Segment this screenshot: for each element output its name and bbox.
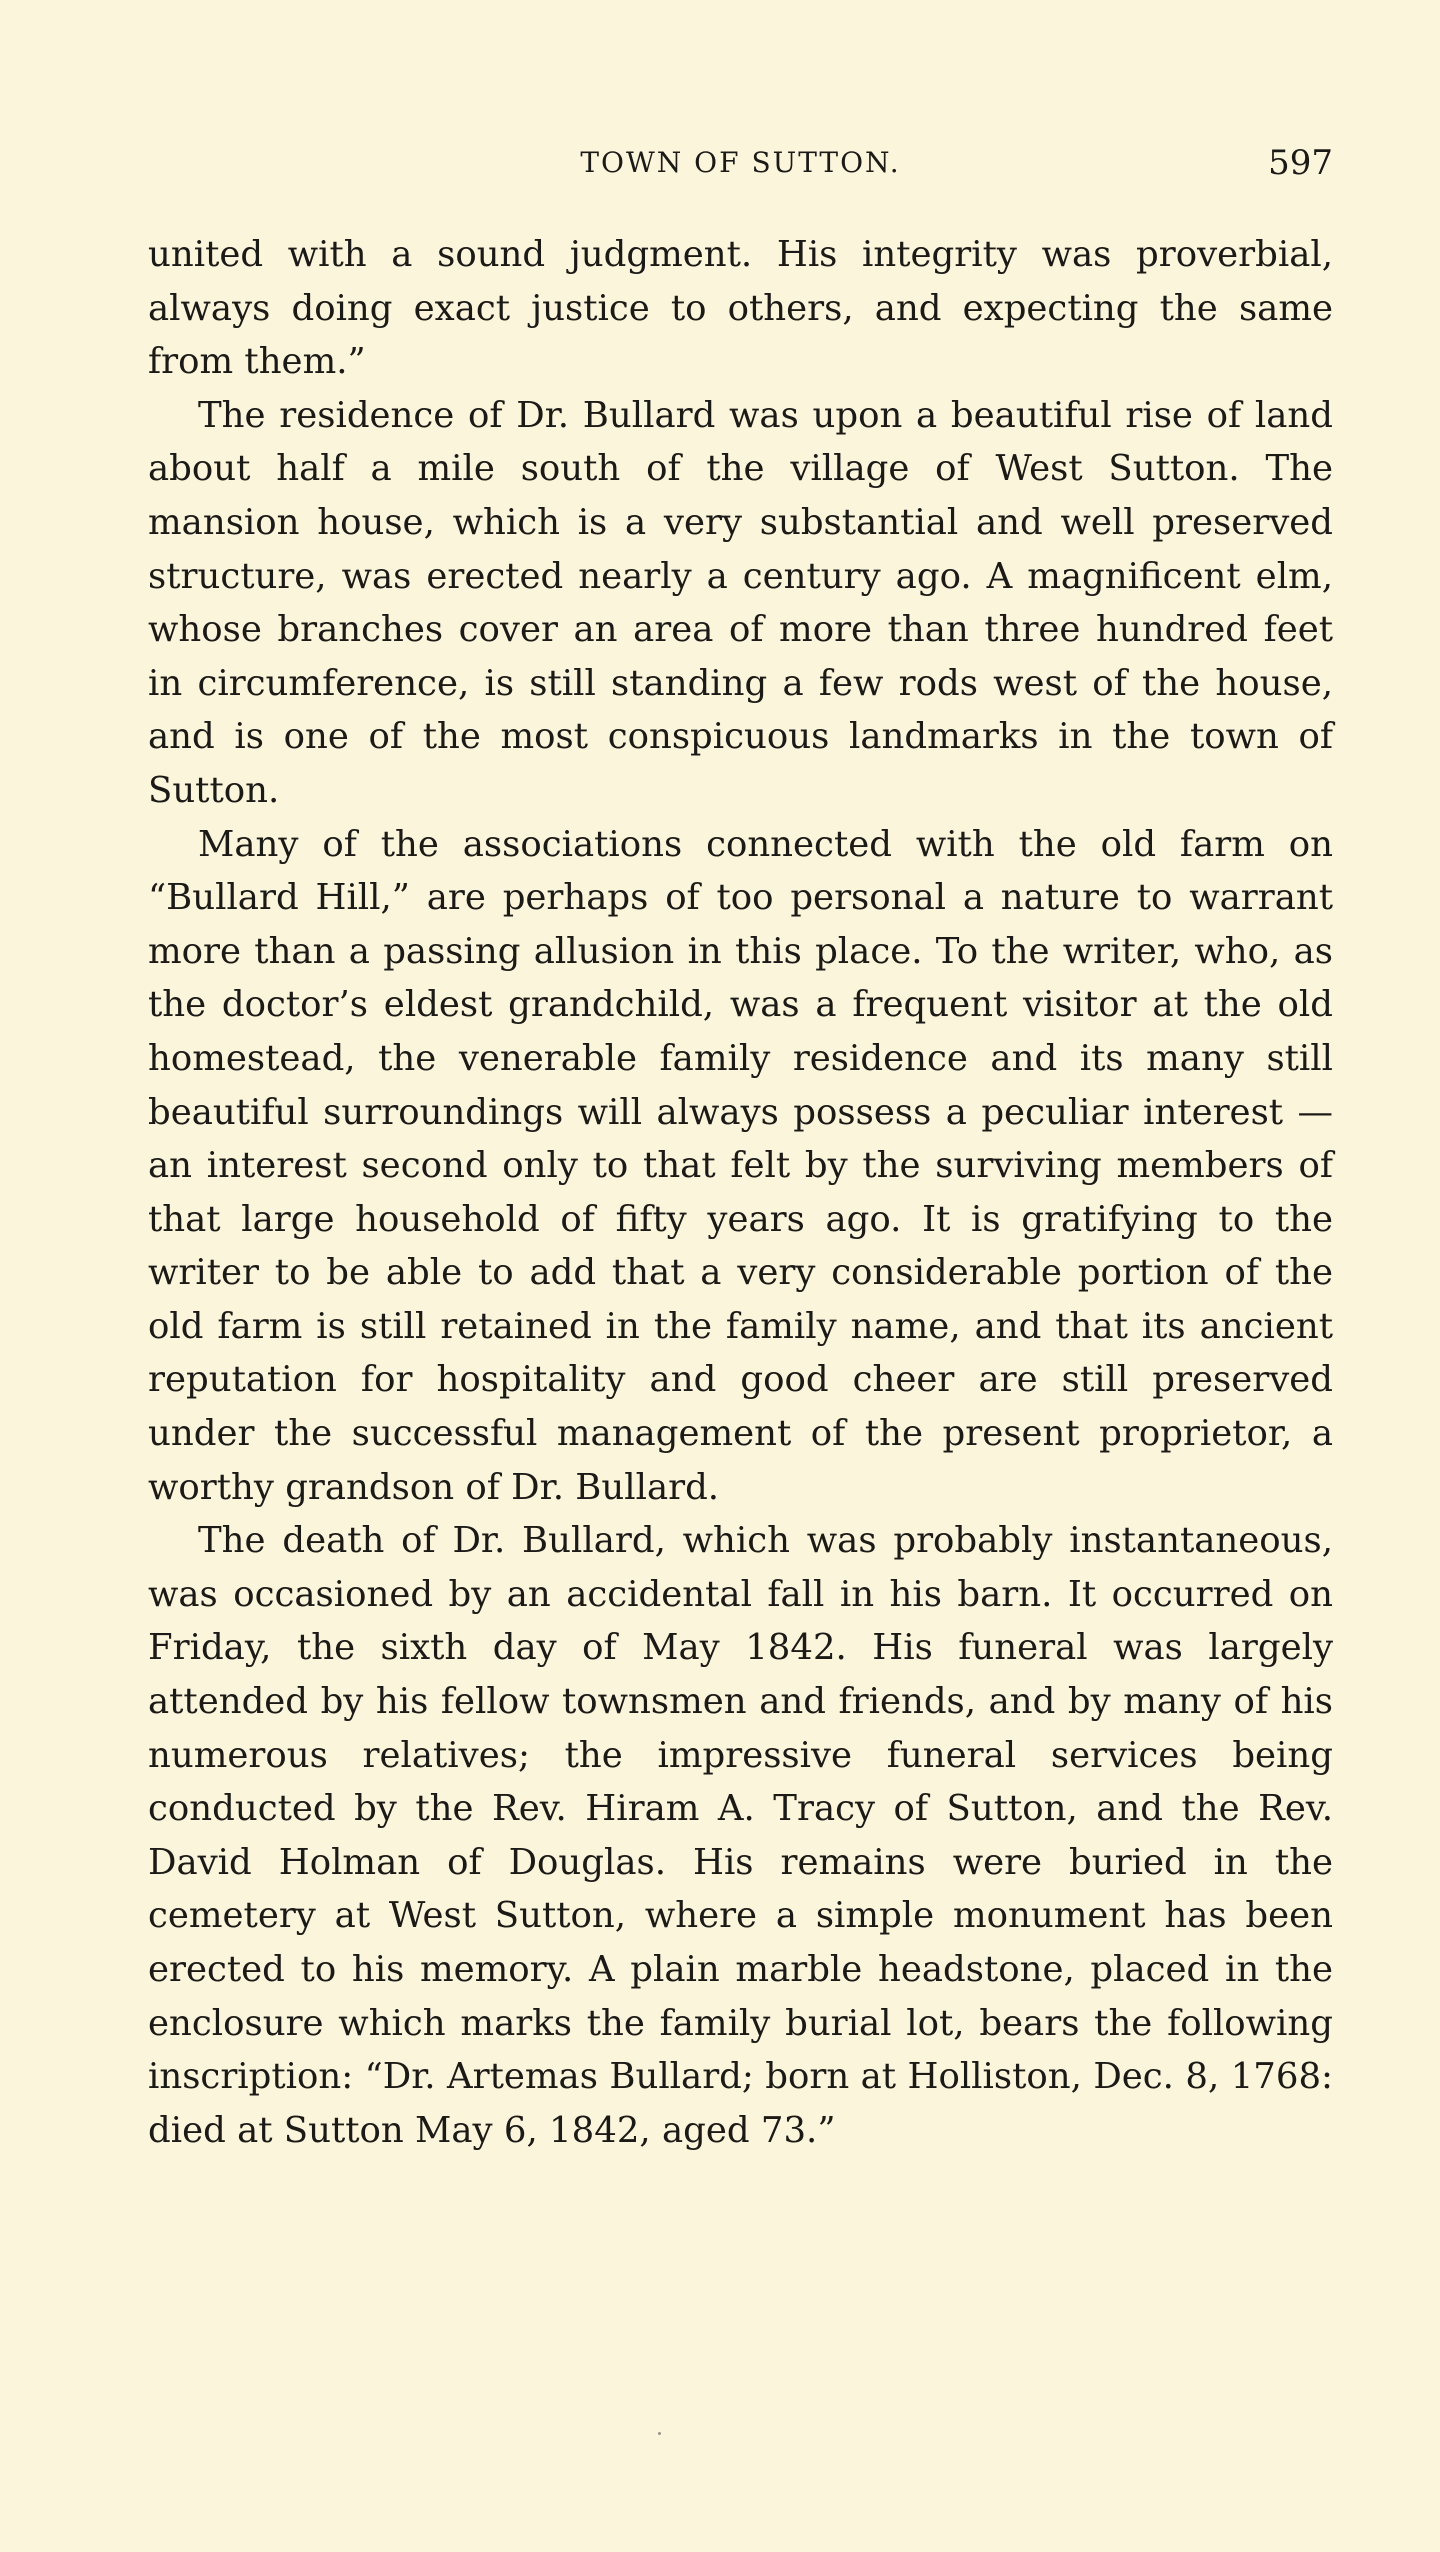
paragraph-residence: The residence of Dr. Bullard was upon a beautiful rise of land about half a mile south of the village of West Sutton. The mansion house, which is a very substantial and well preserved structure, was erected nearly a century ago. A magnificent elm, whose branches cover an area of more than three hundred feet in circumference, is still standing a few rods west of the house, and is one of the most conspicuous landmarks in the town of Sutton. xyxy=(148,394,1333,811)
body-text xyxy=(148,228,1333,2157)
paragraph-death: The death of Dr. Bullard, which was probably instantaneous, was occasioned by an accidental fall in his barn. It occurred on Friday, the sixth day of May 1842. His funeral was largely attended by his fellow townsmen and friends, and by many of his numerous relatives; the impressive funeral services being conducted by the Rev. Hiram A. Tracy of Sutton, and the Rev. David Holman of Douglas. His remains were buried in the cemetery at West Sutton, where a simple monument has been erected to his memory. A plain marble headstone, placed in the enclosure which marks the family burial lot, bears the following inscription: “Dr. Artemas Bullard; born at Holliston, Dec. 8, 1768: died at Sutton May 6, 1842, aged 73.” xyxy=(148,1520,1333,2151)
page-number: 597 xyxy=(1268,143,1333,183)
page-header xyxy=(148,138,1333,188)
paragraph-continuation: united with a sound judgment. His integrity was proverbial, always doing exact justice to others, and expecting the same from them.” xyxy=(148,234,1333,383)
paper-speck xyxy=(658,2432,661,2435)
running-head: TOWN OF SUTTON. xyxy=(580,146,901,179)
paragraph-associations: Many of the associations connected with the old farm on “Bullard Hill,” are perhaps of too personal a nature to warrant more than a passing allusion in this place. To the writer, who, as the doctor’s eldest grandchild, was a frequent visitor at the old homestead, the venerable family residence and its many still beautiful surroundings will always possess a peculiar interest — an interest second only to that felt by the surviving members of that large household of fifty years ago. It is gratifying to the writer to be able to add that a very considerable portion of the old farm is still retained in the family name, and that its ancient reputation for hospitality and good cheer are still preserved under the successful management of the present proprietor, a worthy grandson of Dr. Bullard. xyxy=(148,823,1333,1508)
